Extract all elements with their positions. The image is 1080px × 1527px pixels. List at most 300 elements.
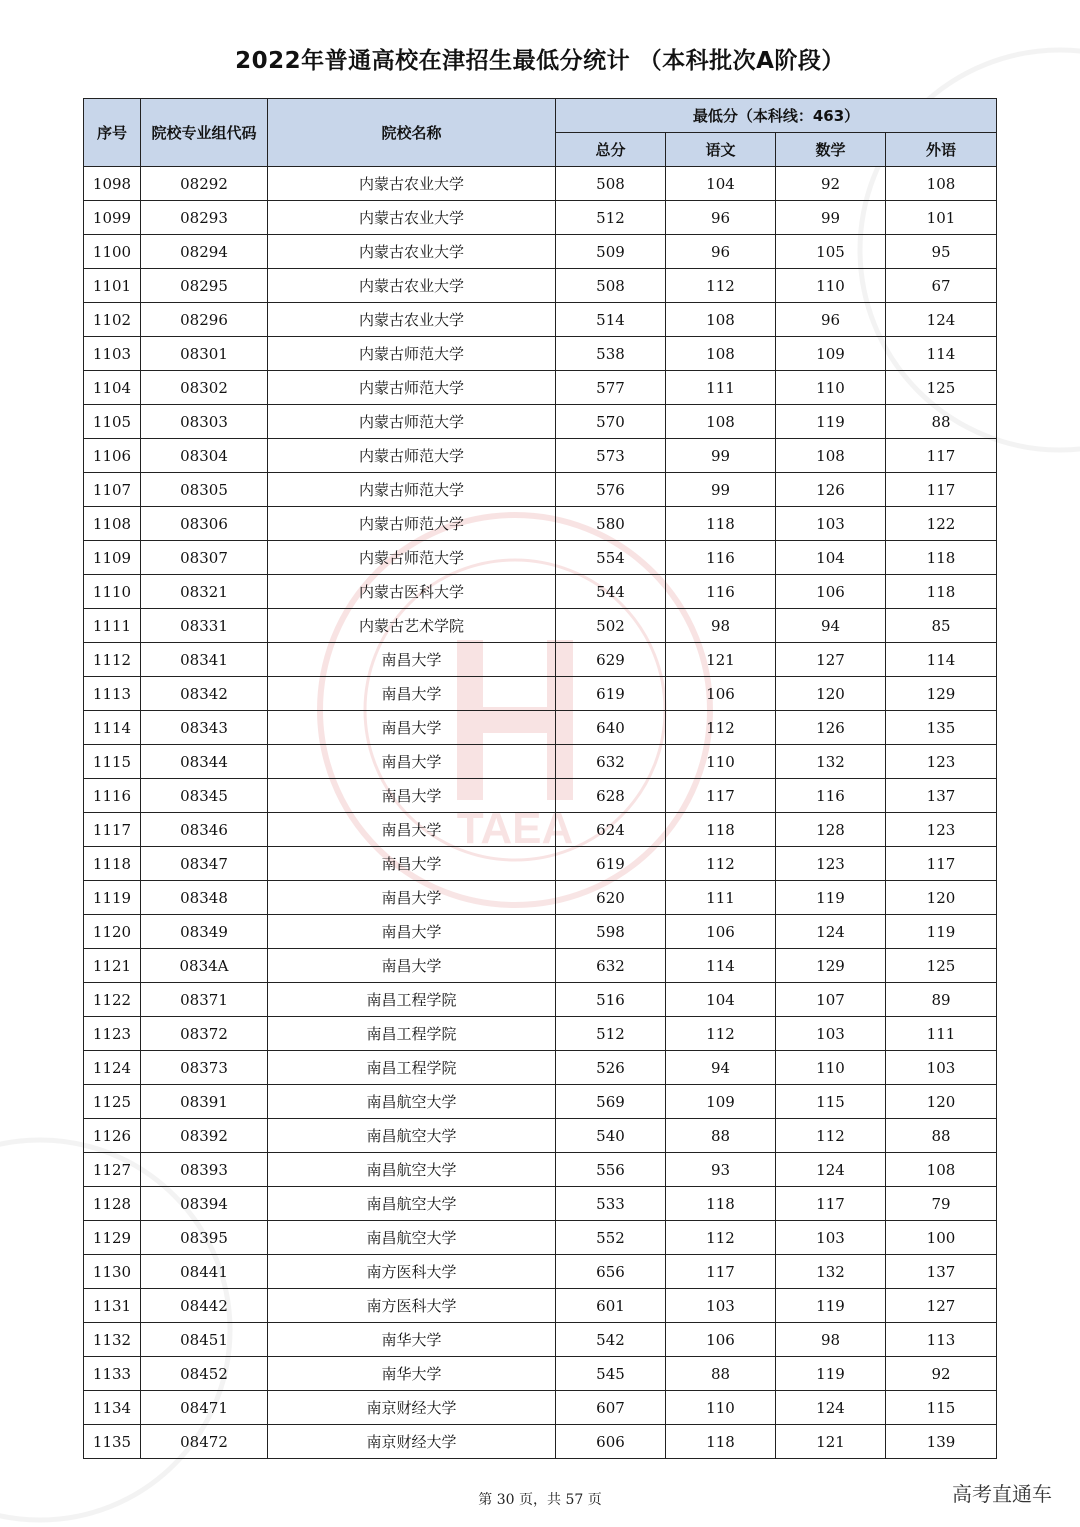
cell-math: 107 [776, 983, 886, 1017]
cell-total: 577 [556, 371, 666, 405]
cell-chinese: 118 [666, 813, 776, 847]
cell-math: 103 [776, 1017, 886, 1051]
cell-total: 542 [556, 1323, 666, 1357]
cell-total: 576 [556, 473, 666, 507]
cell-group-code: 08472 [141, 1425, 268, 1459]
cell-math: 124 [776, 915, 886, 949]
cell-foreign: 101 [886, 201, 997, 235]
cell-index: 1131 [84, 1289, 141, 1323]
cell-group-code: 08441 [141, 1255, 268, 1289]
table-row [84, 575, 997, 609]
cell-school-name: 南昌大学 [268, 949, 556, 983]
cell-chinese: 118 [666, 507, 776, 541]
cell-math: 109 [776, 337, 886, 371]
cell-school-name: 内蒙古师范大学 [268, 473, 556, 507]
cell-chinese: 118 [666, 1425, 776, 1459]
cell-total: 533 [556, 1187, 666, 1221]
cell-foreign: 117 [886, 847, 997, 881]
cell-index: 1102 [84, 303, 141, 337]
cell-foreign: 79 [886, 1187, 997, 1221]
cell-total: 628 [556, 779, 666, 813]
cell-total: 570 [556, 405, 666, 439]
table-row [84, 609, 997, 643]
cell-group-code: 08471 [141, 1391, 268, 1425]
cell-school-name: 南方医科大学 [268, 1289, 556, 1323]
cell-index: 1111 [84, 609, 141, 643]
cell-foreign: 135 [886, 711, 997, 745]
cell-chinese: 111 [666, 371, 776, 405]
header-group-code: 院校专业组代码 [141, 99, 268, 167]
cell-group-code: 08348 [141, 881, 268, 915]
cell-group-code: 08321 [141, 575, 268, 609]
cell-index: 1134 [84, 1391, 141, 1425]
cell-foreign: 88 [886, 1119, 997, 1153]
cell-chinese: 117 [666, 1255, 776, 1289]
cell-group-code: 08292 [141, 167, 268, 201]
cell-school-name: 南昌大学 [268, 779, 556, 813]
table-row [84, 439, 997, 473]
cell-foreign: 120 [886, 1085, 997, 1119]
cell-school-name: 内蒙古农业大学 [268, 201, 556, 235]
cell-group-code: 08451 [141, 1323, 268, 1357]
cell-math: 105 [776, 235, 886, 269]
cell-chinese: 108 [666, 303, 776, 337]
cell-index: 1105 [84, 405, 141, 439]
table-row [84, 269, 997, 303]
cell-school-name: 南昌大学 [268, 677, 556, 711]
cell-foreign: 137 [886, 779, 997, 813]
cell-index: 1129 [84, 1221, 141, 1255]
cell-math: 92 [776, 167, 886, 201]
cell-math: 132 [776, 1255, 886, 1289]
cell-total: 508 [556, 269, 666, 303]
cell-chinese: 111 [666, 881, 776, 915]
cell-school-name: 南昌大学 [268, 711, 556, 745]
cell-index: 1128 [84, 1187, 141, 1221]
cell-school-name: 南昌工程学院 [268, 1017, 556, 1051]
cell-chinese: 94 [666, 1051, 776, 1085]
cell-school-name: 内蒙古师范大学 [268, 507, 556, 541]
cell-chinese: 106 [666, 1323, 776, 1357]
cell-school-name: 南方医科大学 [268, 1255, 556, 1289]
cell-index: 1122 [84, 983, 141, 1017]
cell-group-code: 08393 [141, 1153, 268, 1187]
cell-chinese: 99 [666, 439, 776, 473]
cell-total: 629 [556, 643, 666, 677]
cell-group-code: 08372 [141, 1017, 268, 1051]
cell-math: 129 [776, 949, 886, 983]
cell-chinese: 106 [666, 915, 776, 949]
cell-chinese: 121 [666, 643, 776, 677]
cell-chinese: 93 [666, 1153, 776, 1187]
cell-chinese: 88 [666, 1119, 776, 1153]
table-row [84, 371, 997, 405]
cell-math: 96 [776, 303, 886, 337]
cell-index: 1126 [84, 1119, 141, 1153]
table-row [84, 1255, 997, 1289]
cell-group-code: 08343 [141, 711, 268, 745]
cell-foreign: 123 [886, 745, 997, 779]
header-math: 数学 [776, 133, 886, 167]
table-row [84, 711, 997, 745]
cell-total: 516 [556, 983, 666, 1017]
cell-chinese: 112 [666, 269, 776, 303]
cell-foreign: 114 [886, 337, 997, 371]
cell-math: 106 [776, 575, 886, 609]
cell-total: 632 [556, 745, 666, 779]
cell-total: 512 [556, 201, 666, 235]
cell-school-name: 内蒙古农业大学 [268, 303, 556, 337]
table-row [84, 1323, 997, 1357]
cell-school-name: 内蒙古师范大学 [268, 371, 556, 405]
cell-total: 554 [556, 541, 666, 575]
cell-group-code: 08371 [141, 983, 268, 1017]
cell-foreign: 124 [886, 303, 997, 337]
header-total: 总分 [556, 133, 666, 167]
cell-chinese: 104 [666, 167, 776, 201]
table-row [84, 983, 997, 1017]
table-row [84, 1221, 997, 1255]
table-row [84, 1357, 997, 1391]
cell-index: 1132 [84, 1323, 141, 1357]
cell-total: 601 [556, 1289, 666, 1323]
cell-group-code: 08302 [141, 371, 268, 405]
cell-foreign: 113 [886, 1323, 997, 1357]
cell-foreign: 118 [886, 575, 997, 609]
header-school-name: 院校名称 [268, 99, 556, 167]
cell-math: 110 [776, 269, 886, 303]
cell-group-code: 08391 [141, 1085, 268, 1119]
cell-math: 126 [776, 711, 886, 745]
table-row [84, 1425, 997, 1459]
cell-index: 1113 [84, 677, 141, 711]
cell-chinese: 114 [666, 949, 776, 983]
cell-chinese: 98 [666, 609, 776, 643]
cell-math: 119 [776, 881, 886, 915]
cell-math: 103 [776, 507, 886, 541]
table-row [84, 847, 997, 881]
cell-group-code: 08331 [141, 609, 268, 643]
cell-group-code: 08293 [141, 201, 268, 235]
cell-chinese: 104 [666, 983, 776, 1017]
cell-school-name: 南京财经大学 [268, 1391, 556, 1425]
cell-index: 1106 [84, 439, 141, 473]
cell-foreign: 137 [886, 1255, 997, 1289]
cell-index: 1108 [84, 507, 141, 541]
table-row [84, 745, 997, 779]
cell-foreign: 117 [886, 473, 997, 507]
cell-math: 117 [776, 1187, 886, 1221]
cell-school-name: 南昌航空大学 [268, 1153, 556, 1187]
cell-chinese: 108 [666, 405, 776, 439]
cell-total: 544 [556, 575, 666, 609]
cell-total: 573 [556, 439, 666, 473]
cell-chinese: 110 [666, 1391, 776, 1425]
table-row [84, 1051, 997, 1085]
table-row [84, 949, 997, 983]
cell-index: 1119 [84, 881, 141, 915]
cell-foreign: 89 [886, 983, 997, 1017]
cell-foreign: 117 [886, 439, 997, 473]
cell-chinese: 109 [666, 1085, 776, 1119]
cell-math: 127 [776, 643, 886, 677]
cell-foreign: 114 [886, 643, 997, 677]
cell-foreign: 123 [886, 813, 997, 847]
header-min-score-group: 最低分（本科线：463） [556, 99, 997, 133]
cell-school-name: 内蒙古农业大学 [268, 269, 556, 303]
cell-school-name: 南昌工程学院 [268, 983, 556, 1017]
cell-index: 1101 [84, 269, 141, 303]
cell-group-code: 08305 [141, 473, 268, 507]
cell-math: 120 [776, 677, 886, 711]
cell-index: 1120 [84, 915, 141, 949]
table-row [84, 1289, 997, 1323]
table-row [84, 337, 997, 371]
cell-school-name: 南昌大学 [268, 643, 556, 677]
cell-index: 1123 [84, 1017, 141, 1051]
cell-total: 580 [556, 507, 666, 541]
cell-school-name: 南昌大学 [268, 745, 556, 779]
table-row [84, 1187, 997, 1221]
cell-foreign: 118 [886, 541, 997, 575]
cell-index: 1107 [84, 473, 141, 507]
cell-chinese: 108 [666, 337, 776, 371]
cell-group-code: 08373 [141, 1051, 268, 1085]
cell-group-code: 0834A [141, 949, 268, 983]
cell-school-name: 内蒙古农业大学 [268, 167, 556, 201]
cell-math: 119 [776, 1289, 886, 1323]
cell-total: 502 [556, 609, 666, 643]
cell-school-name: 南昌航空大学 [268, 1085, 556, 1119]
cell-foreign: 111 [886, 1017, 997, 1051]
cell-group-code: 08307 [141, 541, 268, 575]
cell-chinese: 117 [666, 779, 776, 813]
cell-math: 98 [776, 1323, 886, 1357]
cell-group-code: 08392 [141, 1119, 268, 1153]
cell-total: 569 [556, 1085, 666, 1119]
table-row [84, 507, 997, 541]
cell-chinese: 99 [666, 473, 776, 507]
cell-school-name: 南京财经大学 [268, 1425, 556, 1459]
cell-total: 509 [556, 235, 666, 269]
cell-group-code: 08296 [141, 303, 268, 337]
cell-total: 619 [556, 677, 666, 711]
cell-index: 1109 [84, 541, 141, 575]
cell-total: 620 [556, 881, 666, 915]
cell-foreign: 108 [886, 167, 997, 201]
cell-chinese: 116 [666, 541, 776, 575]
cell-group-code: 08345 [141, 779, 268, 813]
cell-index: 1125 [84, 1085, 141, 1119]
table-row [84, 167, 997, 201]
table-row [84, 405, 997, 439]
cell-total: 545 [556, 1357, 666, 1391]
cell-group-code: 08294 [141, 235, 268, 269]
cell-foreign: 139 [886, 1425, 997, 1459]
cell-chinese: 112 [666, 711, 776, 745]
cell-foreign: 108 [886, 1153, 997, 1187]
cell-foreign: 100 [886, 1221, 997, 1255]
page-number: 第 30 页，共 57 页 [478, 1492, 602, 1508]
cell-school-name: 南昌航空大学 [268, 1221, 556, 1255]
table-row [84, 473, 997, 507]
table-row [84, 643, 997, 677]
cell-index: 1130 [84, 1255, 141, 1289]
cell-foreign: 115 [886, 1391, 997, 1425]
cell-index: 1098 [84, 167, 141, 201]
table-row [84, 235, 997, 269]
table-row [84, 541, 997, 575]
cell-math: 104 [776, 541, 886, 575]
cell-school-name: 内蒙古医科大学 [268, 575, 556, 609]
cell-index: 1118 [84, 847, 141, 881]
cell-chinese: 118 [666, 1187, 776, 1221]
cell-math: 123 [776, 847, 886, 881]
cell-total: 552 [556, 1221, 666, 1255]
cell-group-code: 08347 [141, 847, 268, 881]
cell-index: 1103 [84, 337, 141, 371]
cell-school-name: 内蒙古师范大学 [268, 439, 556, 473]
table-row [84, 677, 997, 711]
cell-math: 110 [776, 1051, 886, 1085]
table-row [84, 1119, 997, 1153]
document-title: 2022年普通高校在津招生最低分统计 （本科批次A阶段） [235, 48, 845, 74]
cell-total: 540 [556, 1119, 666, 1153]
brand-label: 高考直通车 [952, 1482, 1052, 1506]
cell-index: 1124 [84, 1051, 141, 1085]
table-row [84, 881, 997, 915]
cell-foreign: 67 [886, 269, 997, 303]
cell-math: 108 [776, 439, 886, 473]
header-index: 序号 [84, 99, 141, 167]
cell-foreign: 127 [886, 1289, 997, 1323]
cell-math: 115 [776, 1085, 886, 1119]
cell-total: 526 [556, 1051, 666, 1085]
table-row [84, 813, 997, 847]
cell-group-code: 08295 [141, 269, 268, 303]
cell-group-code: 08442 [141, 1289, 268, 1323]
cell-chinese: 112 [666, 1017, 776, 1051]
cell-group-code: 08342 [141, 677, 268, 711]
cell-total: 640 [556, 711, 666, 745]
table-row [84, 201, 997, 235]
cell-school-name: 内蒙古艺术学院 [268, 609, 556, 643]
cell-chinese: 112 [666, 1221, 776, 1255]
cell-index: 1110 [84, 575, 141, 609]
cell-school-name: 内蒙古师范大学 [268, 405, 556, 439]
cell-chinese: 88 [666, 1357, 776, 1391]
table-row [84, 1391, 997, 1425]
cell-total: 624 [556, 813, 666, 847]
cell-index: 1117 [84, 813, 141, 847]
cell-index: 1116 [84, 779, 141, 813]
cell-chinese: 106 [666, 677, 776, 711]
cell-math: 99 [776, 201, 886, 235]
cell-total: 619 [556, 847, 666, 881]
cell-school-name: 内蒙古师范大学 [268, 337, 556, 371]
cell-foreign: 125 [886, 949, 997, 983]
cell-group-code: 08346 [141, 813, 268, 847]
cell-chinese: 110 [666, 745, 776, 779]
cell-math: 119 [776, 1357, 886, 1391]
cell-foreign: 119 [886, 915, 997, 949]
watermark-seal-text: TAEA [456, 804, 574, 853]
cell-total: 606 [556, 1425, 666, 1459]
table-row [84, 779, 997, 813]
cell-foreign: 95 [886, 235, 997, 269]
cell-group-code: 08395 [141, 1221, 268, 1255]
cell-school-name: 南昌工程学院 [268, 1051, 556, 1085]
cell-index: 1114 [84, 711, 141, 745]
cell-index: 1121 [84, 949, 141, 983]
cell-group-code: 08303 [141, 405, 268, 439]
cell-math: 94 [776, 609, 886, 643]
cell-math: 132 [776, 745, 886, 779]
cell-index: 1112 [84, 643, 141, 677]
table-body [84, 167, 997, 1459]
table-row [84, 303, 997, 337]
cell-math: 128 [776, 813, 886, 847]
cell-foreign: 92 [886, 1357, 997, 1391]
cell-index: 1099 [84, 201, 141, 235]
cell-total: 508 [556, 167, 666, 201]
header-chinese: 语文 [666, 133, 776, 167]
cell-math: 124 [776, 1391, 886, 1425]
cell-math: 121 [776, 1425, 886, 1459]
cell-foreign: 120 [886, 881, 997, 915]
cell-foreign: 122 [886, 507, 997, 541]
cell-school-name: 内蒙古农业大学 [268, 235, 556, 269]
cell-total: 607 [556, 1391, 666, 1425]
table-row [84, 1153, 997, 1187]
table-row [84, 915, 997, 949]
cell-index: 1135 [84, 1425, 141, 1459]
cell-total: 632 [556, 949, 666, 983]
cell-group-code: 08452 [141, 1357, 268, 1391]
cell-school-name: 南昌航空大学 [268, 1187, 556, 1221]
cell-math: 116 [776, 779, 886, 813]
cell-school-name: 南昌航空大学 [268, 1119, 556, 1153]
cell-chinese: 103 [666, 1289, 776, 1323]
cell-total: 538 [556, 337, 666, 371]
cell-chinese: 116 [666, 575, 776, 609]
cell-school-name: 南华大学 [268, 1323, 556, 1357]
cell-group-code: 08394 [141, 1187, 268, 1221]
cell-index: 1115 [84, 745, 141, 779]
cell-school-name: 南昌大学 [268, 813, 556, 847]
cell-school-name: 内蒙古师范大学 [268, 541, 556, 575]
header-foreign-language: 外语 [886, 133, 997, 167]
cell-group-code: 08349 [141, 915, 268, 949]
cell-index: 1133 [84, 1357, 141, 1391]
cell-math: 124 [776, 1153, 886, 1187]
cell-index: 1127 [84, 1153, 141, 1187]
cell-foreign: 103 [886, 1051, 997, 1085]
cell-total: 514 [556, 303, 666, 337]
cell-group-code: 08306 [141, 507, 268, 541]
cell-index: 1100 [84, 235, 141, 269]
cell-math: 110 [776, 371, 886, 405]
cell-math: 112 [776, 1119, 886, 1153]
cell-school-name: 南昌大学 [268, 847, 556, 881]
cell-group-code: 08344 [141, 745, 268, 779]
table-row [84, 1085, 997, 1119]
cell-foreign: 129 [886, 677, 997, 711]
cell-chinese: 96 [666, 235, 776, 269]
cell-chinese: 96 [666, 201, 776, 235]
cell-math: 126 [776, 473, 886, 507]
cell-school-name: 南昌大学 [268, 915, 556, 949]
